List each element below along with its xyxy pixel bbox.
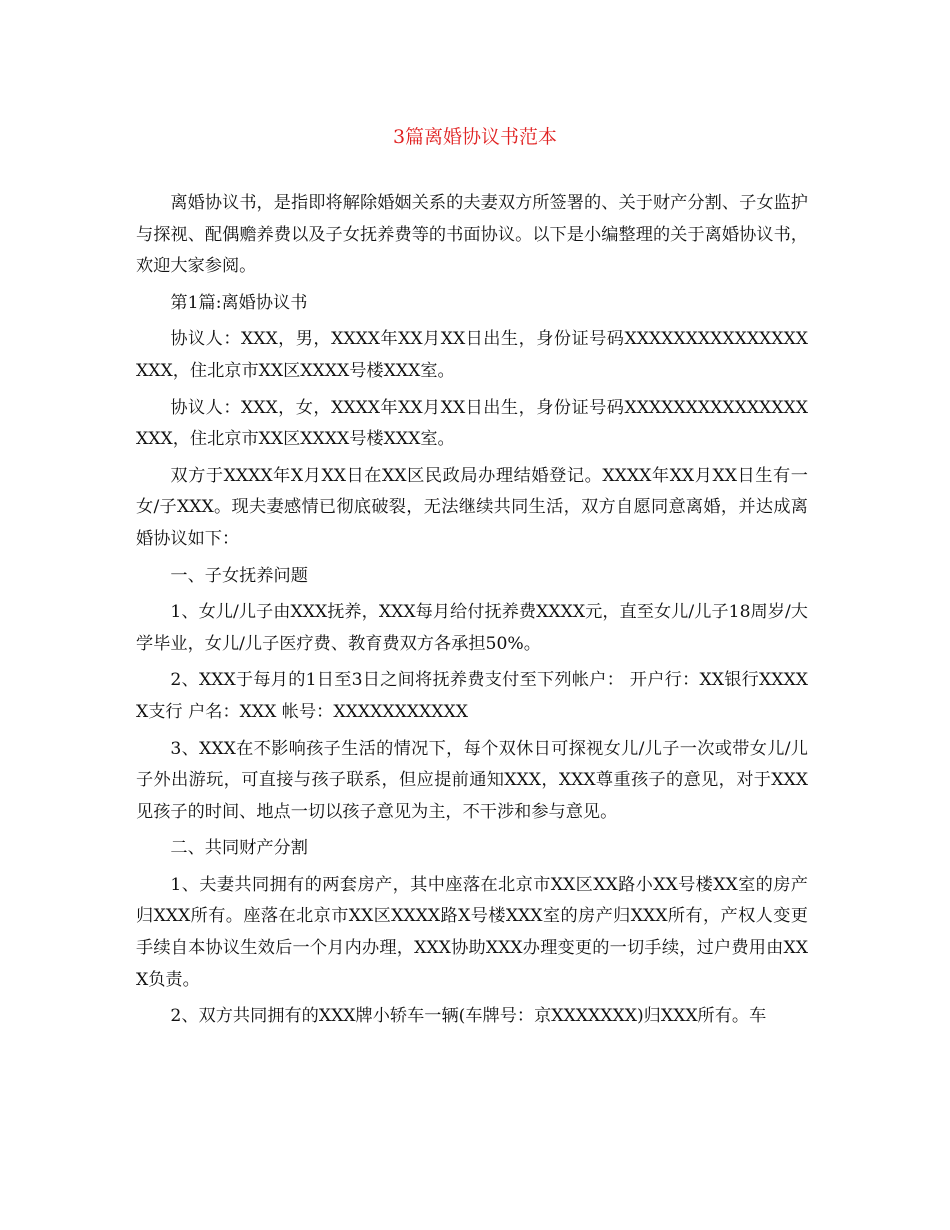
property-clause-1: 1、夫妻共同拥有的两套房产，其中座落在北京市XX区XX路小XX号楼XX室的房产归XXX所有。座落在北京市XX区XXXX路X号楼XXX室的房产归XXX所有，产权人变更手续自本协议生效后一个月内办理，XXX协助XXX办理变更的一切手续，过户费用由XXX负责。 [136,874,808,990]
intro-paragraph: 离婚协议书，是指即将解除婚姻关系的夫妻双方所签署的、关于财产分割、子女监护与探视、配偶赡养费以及子女抚养费等的书面协议。以下是小编整理的关于离婚协议书，欢迎大家参阅。 [136,193,808,277]
party-female-paragraph: 协议人：XXX，女，XXXX年XX月XX日出生，身份证号码XXXXXXXXXXXXXXXXXX，住北京市XX区XXXX号楼XXX室。 [136,397,808,450]
document-body [136,188,808,1038]
section-heading-property-division: 二、共同财产分割 [170,838,308,859]
document-title: 3篇离婚协议书范本 [392,126,558,148]
child-support-clause-1: 1、女儿/儿子由XXX抚养，XXX每月给付抚养费XXXX元，直至女儿/儿子18周岁/大学毕业，女儿/儿子医疗费、教育费双方各承担50%。 [136,602,808,654]
section-heading-child-support: 一、子女抚养问题 [170,565,308,586]
party-male-paragraph: 协议人：XXX，男，XXXX年XX月XX日出生，身份证号码XXXXXXXXXXXXXXXXXX，住北京市XX区XXXX号楼XXX室。 [136,329,808,381]
child-support-clause-2: 2、XXX于每月的1日至3日之间将抚养费支付至下列帐户： 开户行：XX银行XXXXX支行 户名：XXX 帐号：XXXXXXXXXXX [136,670,808,722]
section-heading-part-1: 第1篇:离婚协议书 [170,292,308,313]
child-support-clause-3: 3、XXX在不影响孩子生活的情况下，每个双休日可探视女儿/儿子一次或带女儿/儿子外出游玩，可直接与孩子联系，但应提前通知XXX，XXX尊重孩子的意见，对于XXX见孩子的时间、地点一切以孩子意见为主，不干涉和参与意见。 [136,738,808,822]
marriage-background-paragraph: 双方于XXXX年X月XX日在XX区民政局办理结婚登记。XXXX年XX月XX日生有一女/子XXX。现夫妻感情已彻底破裂，无法继续共同生活，双方自愿同意离婚，并达成离婚协议如下： [136,465,808,549]
property-clause-2: 2、双方共同拥有的XXX牌小轿车一辆(车牌号：京XXXXXXX)归XXX所有。车 [170,1006,767,1027]
